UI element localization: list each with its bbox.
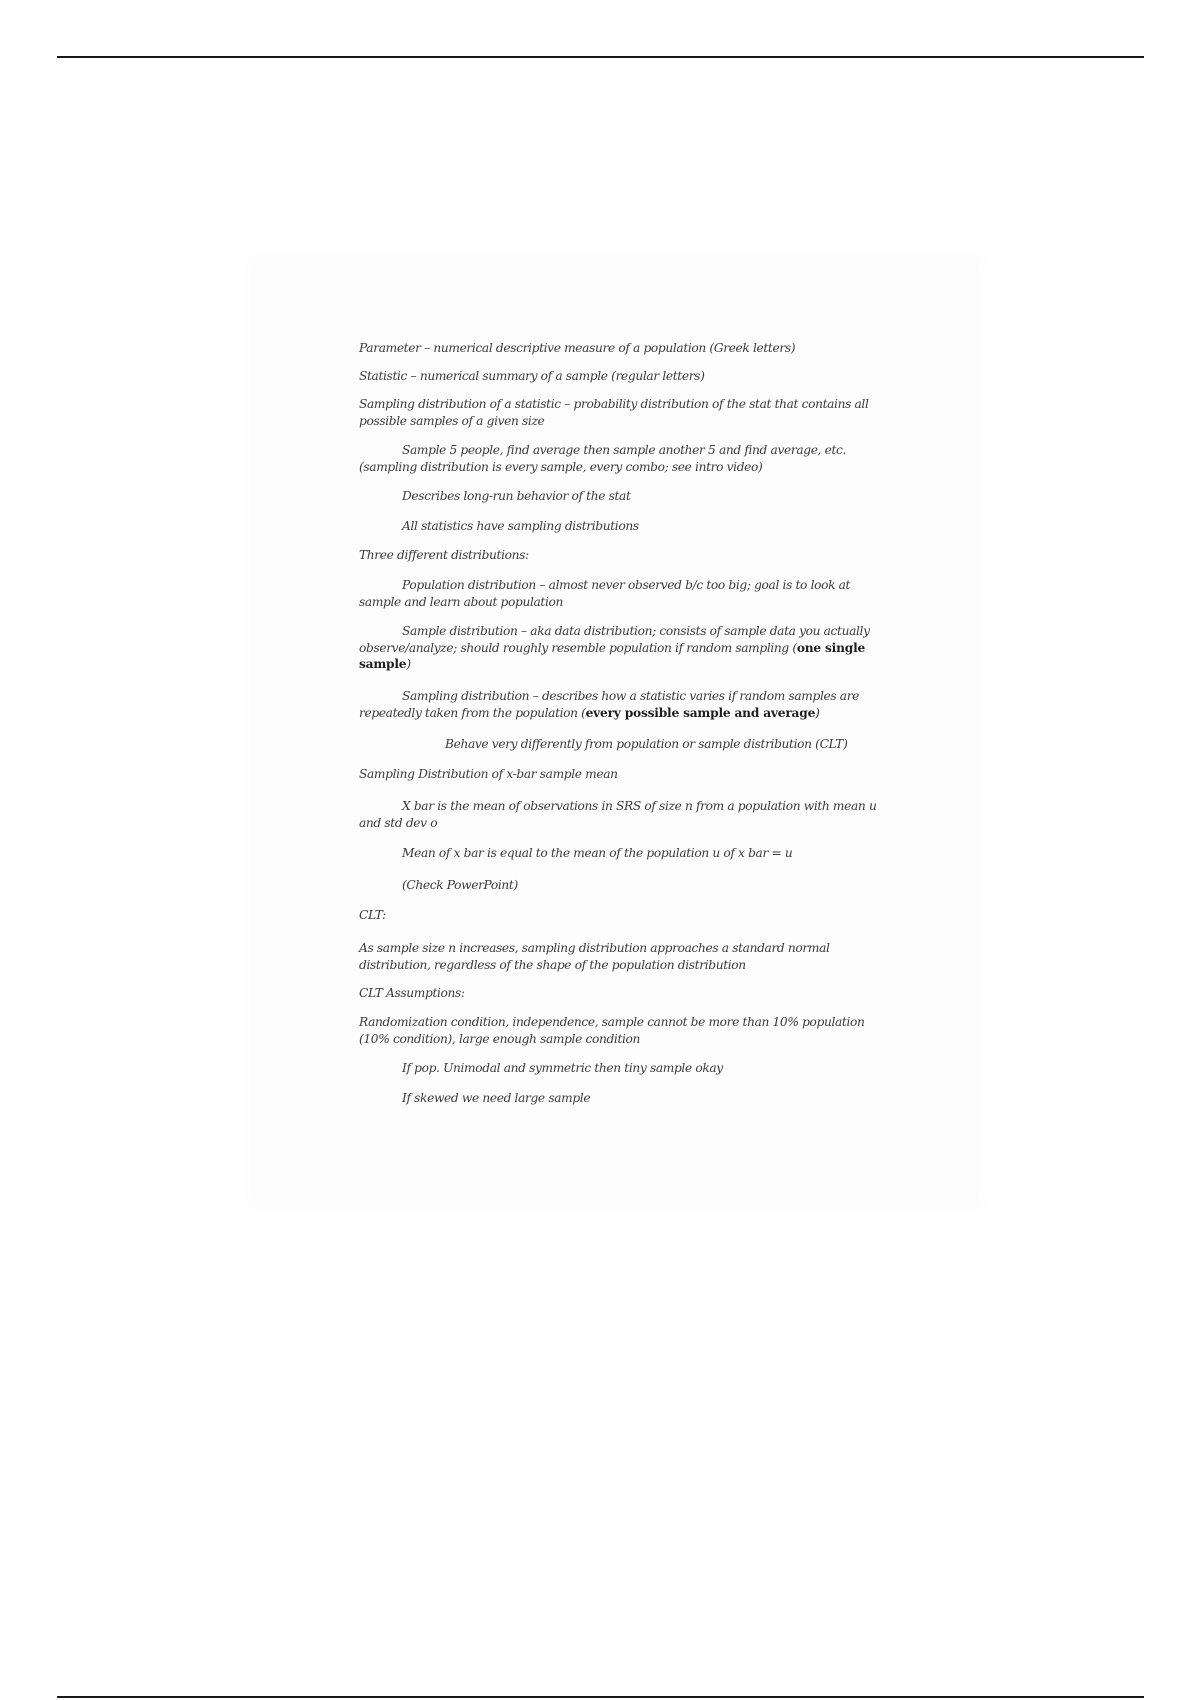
para-mean-of-xbar: Mean of x bar is equal to the mean of the population u of x bar = u <box>402 846 793 860</box>
header-rule <box>57 56 1144 58</box>
para-statistic: Statistic – numerical summary of a sample (regular letters) <box>359 369 705 383</box>
para-clt-assumptions-heading: CLT Assumptions: <box>359 986 465 1000</box>
close-paren: ) <box>815 705 820 720</box>
para-xbar-mean: X bar is the mean of observations in SRS of size n from a population with mean u and std dev o <box>359 799 877 830</box>
sample-distribution-text: Sample distribution – aka data distribution; consists of sample data you actually observe/analyze; should roughly resemble population if random sampling ( <box>359 624 870 655</box>
para-sampling-distribution-def: Sampling distribution of a statistic – probability distribution of the stat that contains all possible samples of a given size <box>359 397 869 428</box>
para-sample-distribution <box>359 623 879 673</box>
para-population-distribution: Population distribution – almost never observed b/c too big; goal is to look at sample and learn about population <box>359 578 851 609</box>
para-long-run: Describes long-run behavior of the stat <box>402 489 631 503</box>
para-xbar-heading: Sampling Distribution of x-bar sample mean <box>359 767 618 781</box>
close-paren: ) <box>406 657 411 671</box>
para-check-powerpoint: (Check PowerPoint) <box>402 878 518 892</box>
para-skewed: If skewed we need large sample <box>402 1091 591 1105</box>
para-behave-differently: Behave very differently from population or sample distribution (CLT) <box>445 737 848 751</box>
one-single-sample-emphasis: one single sample <box>359 640 866 671</box>
sampling-distribution-text: Sampling distribution – describes how a statistic varies if random samples are repeatedly taken from the population ( <box>359 689 860 720</box>
para-clt-description: As sample size n increases, sampling distribution approaches a standard normal distribution, regardless of the shape of the population distribution <box>359 941 830 972</box>
para-sample-5-people: Sample 5 people, find average then sample another 5 and find average, etc. (sampling distribution is every sample, every combo; see intro video) <box>359 443 847 474</box>
para-unimodal: If pop. Unimodal and symmetric then tiny sample okay <box>402 1061 723 1075</box>
para-all-statistics: All statistics have sampling distributions <box>402 519 639 533</box>
para-sampling-distribution <box>359 688 879 721</box>
para-three-distributions: Three different distributions: <box>359 548 529 562</box>
every-possible-sample-emphasis: every possible sample and average <box>585 705 816 720</box>
para-parameter: Parameter – numerical descriptive measure of a population (Greek letters) <box>359 341 796 355</box>
para-clt-assumptions: Randomization condition, independence, sample cannot be more than 10% population (10% condition), large enough sample condition <box>359 1015 865 1046</box>
para-clt-heading: CLT: <box>359 908 386 922</box>
footer-rule <box>57 1696 1144 1698</box>
